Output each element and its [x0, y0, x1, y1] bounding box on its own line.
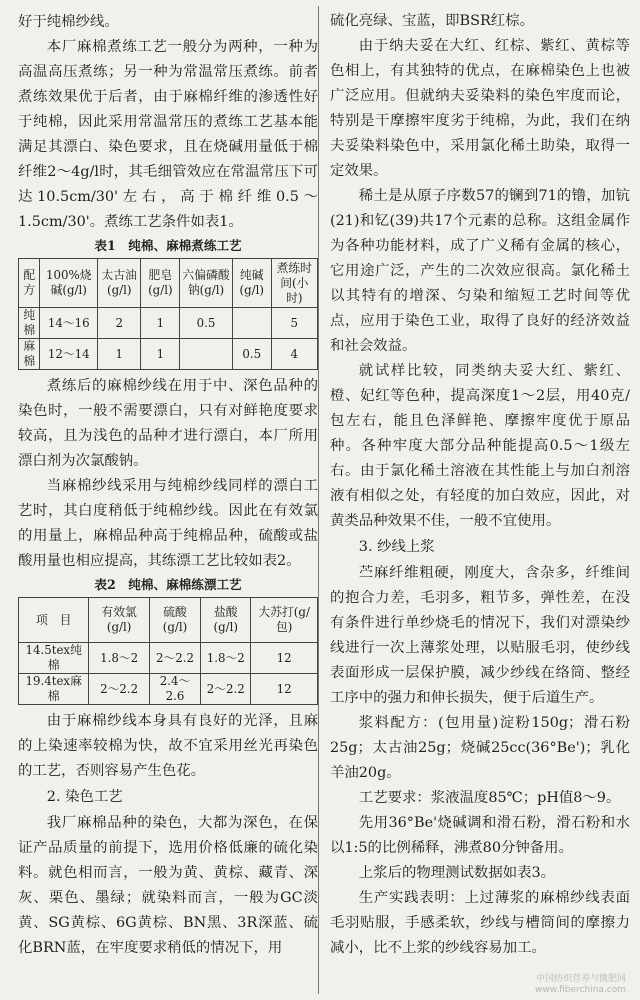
watermark: [535, 974, 626, 996]
table-row: [19, 339, 318, 370]
table-cell: 2～2.2: [149, 643, 200, 674]
table-cell: 0.5: [180, 308, 233, 339]
table-row: [19, 308, 318, 339]
paragraph: 上浆后的物理测试数据如表3。: [358, 865, 556, 881]
paragraph: 就试样比较，同类纳夫妥大红、紫红、橙、妃红等色种，提高深度1～2层，用40克/包左右，能且色泽鲜艳、摩擦牢度优于原品种。各种牢度大部分品种能提高0.5～1级左右。由于氯化稀土溶液在其性能上与加白剂溶液有相似之处，有轻度的加白效应，因此，对黄类品种效果不佳，一般不宜使用。: [330, 363, 630, 529]
table-header-cell: 配方: [19, 259, 40, 308]
table-header-cell: 大苏打(g/包): [251, 598, 318, 643]
table-header-cell: 项 目: [19, 598, 89, 643]
paragraph: 本厂麻棉煮练工艺一般分为两种，一种为高温高压煮练；另一种为常温常压煮练。前者煮练效果优于后者，由于麻棉纤维的渗透性好于纯棉，因此采用常温常压的煮练工艺基本能满足其漂白、染色要求，且在烧碱用量低于棉纤维2～4g/l时，其毛细管效应在常温常压下可达10.5cm/30'左右，高于棉纤维0.5～1.5cm/30'。煮练工艺条件如表1。: [18, 39, 318, 230]
paragraph: 煮练后的麻棉纱线在用于中、深色品种的染色时，一般不需要漂白，只有对鲜艳度要求较高，且为浅色的品种才进行漂白，本厂所用漂白剂为次氯酸钠。: [18, 378, 318, 469]
paragraph: 稀土是从原子序数57的镧到71的镥，加钪(21)和钇(39)共17个元素的总称。这组金属作为各种功能材料，成了广义稀有金属的核心，它用途广泛，产生的二次效应很高。氯化稀土以其特有的增深、匀染和缩短工艺时间等优点，应用于染色工业，取得了良好的经济效益和社会效益。: [330, 188, 630, 354]
watermark-line: www.fiberchina.com: [535, 985, 626, 995]
table-header-cell: 盐酸(g/l): [201, 598, 251, 643]
table-cell: 1.8～2: [89, 643, 150, 674]
paragraph: 工艺要求：浆液温度85℃；pH值8～9。: [358, 790, 621, 806]
paragraph: 生产实践表明：上过薄浆的麻棉纱线表面毛羽贴服，手感柔软，纱线与槽筒间的摩擦力减小，比不上浆的纱线容易加工。: [330, 890, 630, 956]
paragraph: 硫化亮绿、宝蓝，即BSR红棕。: [330, 13, 534, 29]
paragraph: 由于纳夫妥在大红、红棕、紫红、黄棕等色相上，有其独特的优点，在麻棉染色上也被广泛应用。但就纳夫妥染料的染色牢度而论，特别是干摩擦牢度劣于纯棉，为此，我们在纳夫妥染料染色中，采用氯化稀土助染，取得一定效果。: [330, 38, 630, 179]
table-header-cell: 100%烧碱(g/l): [40, 259, 98, 308]
watermark-line: 中国纺织营养与微肥网: [535, 974, 626, 984]
table-cell: 纯棉: [19, 308, 40, 339]
table-header-cell: 有效氯(g/l): [89, 598, 150, 643]
table-1: [18, 258, 318, 370]
table-header-cell: 煮练时间(小时): [271, 259, 317, 308]
right-column: [330, 9, 630, 961]
table-header-cell: 肥皂(g/l): [141, 259, 180, 308]
column-divider: [318, 6, 319, 994]
paragraph: 我厂麻棉品种的染色，大都为深色，在保证产品质量的前提下，选用价格低廉的硫化染料。就色相而言，一般为黄、黄棕、藏青、深灰、栗色、墨绿；就染料而言，一般为GC淡黄、SG黄棕、6G黄棕、BN黑、3R深蓝、硫化BRN蓝，在牢度要求稍低的情况下，用: [18, 815, 318, 956]
table-cell: 4: [271, 339, 317, 370]
table-cell: 2.4～2.6: [149, 674, 200, 705]
table-cell: 12～14: [40, 339, 98, 370]
table-cell: [232, 308, 271, 339]
table-cell: 2～2.2: [89, 674, 150, 705]
paragraph: 当麻棉纱线采用与纯棉纱线同样的漂白工艺时，其白度稍低于纯棉纱线。因此在有效氯的用量上，麻棉品种高于纯棉品种，硫酸或盐酸用量也相应提高，其练漂工艺比较如表2。: [18, 478, 318, 569]
paragraph: 苎麻纤维粗硬，刚度大，含杂多，纤维间的抱合力差，毛羽多，粗节多，弹性差，在没有条件进行单纱烧毛的情况下，我们对漂染纱线进行一次上薄浆处理，以贴服毛羽，使纱线表面形成一层保护膜，减少纱线在络筒、整经工序中的强力和伸长损失，便于后道生产。: [330, 565, 630, 706]
paragraph: 浆料配方：(包用量)淀粉150g；滑石粉25g；太古油25g；烧碱25cc(36°Be')；乳化羊油20g。: [330, 715, 630, 781]
table-cell: 0.5: [232, 339, 271, 370]
paragraph: 由于麻棉纱线本身具有良好的光泽，且麻的上染速率较棉为快，故不宜采用丝光再染色的工艺，否则容易产生色花。: [18, 713, 318, 779]
table-cell: [180, 339, 233, 370]
table-row: [19, 674, 318, 705]
table-row: [19, 643, 318, 674]
table-cell: 12: [251, 674, 318, 705]
paragraph: 先用36°Be'烧碱调和滑石粉，滑石粉和水以1:5的比例稀释，沸煮80分钟备用。: [330, 815, 630, 856]
table-header-cell: 太古油(g/l): [98, 259, 141, 308]
table-header-row: [19, 598, 318, 643]
table-cell: 14～16: [40, 308, 98, 339]
table-cell: 1: [98, 339, 141, 370]
table-cell: 2～2.2: [201, 674, 251, 705]
table-cell: 12: [251, 643, 318, 674]
table-cell: 2: [98, 308, 141, 339]
table-cell: 1: [141, 339, 180, 370]
table-cell: 1.8～2: [201, 643, 251, 674]
table-cell: 19.4tex麻棉: [19, 674, 89, 705]
table-2-caption: 表2 纯棉、麻棉练漂工艺: [94, 577, 242, 592]
table-cell: 麻棉: [19, 339, 40, 370]
paragraph: 好于纯棉纱线。: [18, 14, 119, 30]
table-header-cell: 六偏磷酸钠(g/l): [180, 259, 233, 308]
table-cell: 14.5tex纯棉: [19, 643, 89, 674]
table-cell: 5: [271, 308, 317, 339]
table-header-row: [19, 259, 318, 308]
section-heading-dyeing: 2. 染色工艺: [46, 789, 123, 805]
table-header-cell: 纯碱(g/l): [232, 259, 271, 308]
table-cell: 1: [141, 308, 180, 339]
left-column: [18, 10, 318, 961]
section-heading-sizing: 3. 纱线上浆: [358, 539, 435, 555]
table-header-cell: 硫酸(g/l): [149, 598, 200, 643]
table-1-caption: 表1 纯棉、麻棉煮练工艺: [94, 238, 242, 253]
table-2: [18, 597, 318, 705]
